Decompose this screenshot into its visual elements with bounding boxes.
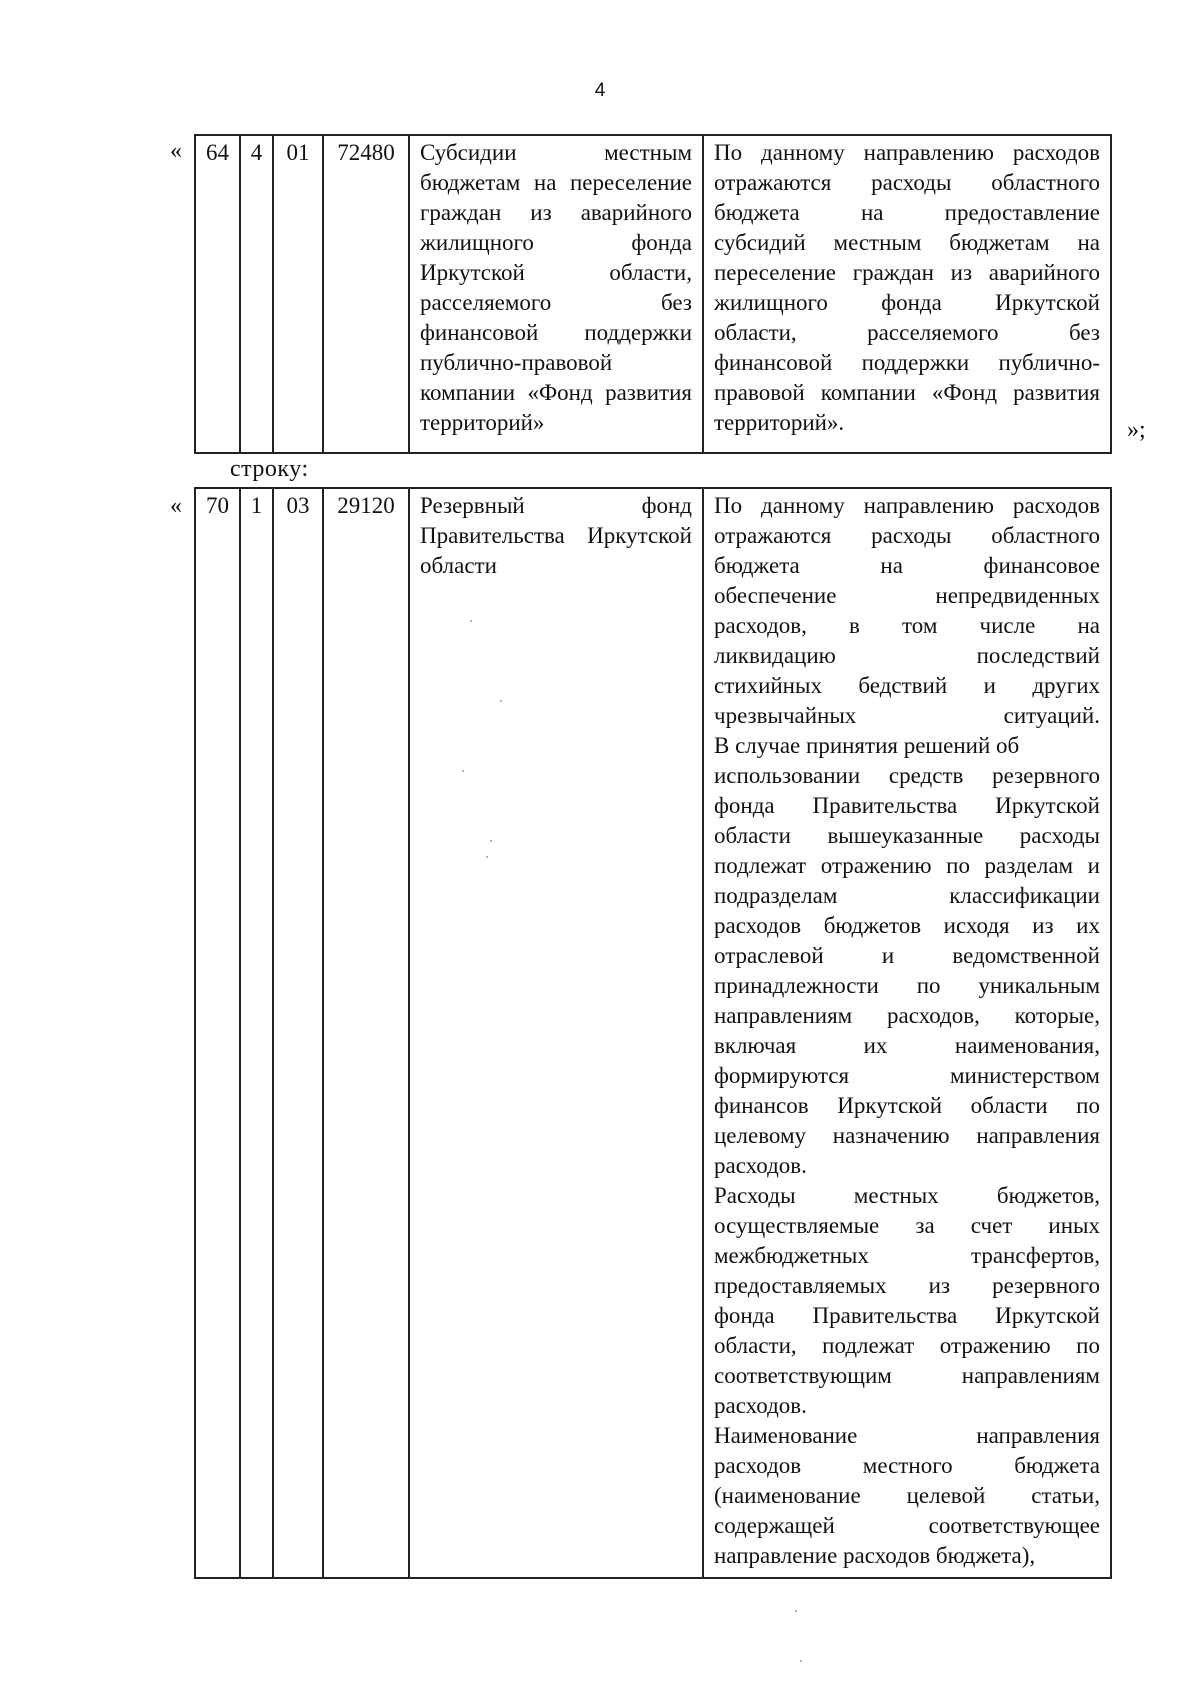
description-line: Наименование направления (714, 1423, 1100, 1448)
name-line: бюджетам на переселение (420, 170, 692, 195)
description-line: подлежат отражению по разделам и (714, 853, 1100, 878)
description-line: ликвидацию последствий (714, 643, 1100, 668)
description-line: использовании средств резервного (714, 763, 1100, 788)
description-line: бюджета на предоставление (714, 200, 1100, 225)
code-program-cell: 64 (195, 135, 240, 453)
description-line: расходов. (714, 1153, 807, 1178)
description-line: принадлежности по уникальным (714, 973, 1100, 998)
description-line: По данному направлению расходов (714, 493, 1100, 518)
description-line: отражаются расходы областного (714, 523, 1100, 548)
lead-text-stroku: строку: (230, 456, 309, 482)
description-line: области, расселяемого без (714, 320, 1100, 345)
close-quote: »; (1127, 417, 1146, 443)
description-line: правовой компании «Фонд развития (714, 380, 1100, 405)
direction-name-cell (409, 488, 703, 1578)
name-line: Правительства Иркутской (420, 523, 692, 548)
description-line: бюджета на финансовое (714, 553, 1100, 578)
code-program-cell: 70 (195, 488, 240, 1578)
description-line: Расходы местных бюджетов, (714, 1183, 1100, 1208)
description-line: финансовой поддержки публично- (714, 350, 1100, 375)
classification-table-2 (194, 487, 1112, 1579)
description-line: фонда Правительства Иркутской (714, 1303, 1100, 1328)
direction-description-cell (703, 488, 1111, 1578)
description-line: предоставляемых из резервного (714, 1273, 1100, 1298)
name-line: финансовой поддержки (420, 320, 692, 345)
description-line: осуществляемые за счет иных (714, 1213, 1100, 1238)
name-line: граждан из аварийного (420, 200, 692, 225)
direction-name-cell (409, 135, 703, 453)
description-line: обеспечение непредвиденных (714, 583, 1100, 608)
name-line: области (420, 553, 497, 578)
description-line: (наименование целевой статьи, (714, 1483, 1100, 1508)
code-subprogram-cell: 4 (240, 135, 273, 453)
open-quote-1: « (170, 138, 182, 164)
table-row (195, 135, 1111, 453)
code-main-event-cell: 03 (273, 488, 323, 1578)
description-line: расходов, в том числе на (714, 613, 1100, 638)
description-line: области, подлежат отражению по (714, 1333, 1100, 1358)
description-line: целевому назначению направления (714, 1123, 1100, 1148)
description-line: межбюджетных трансфертов, (714, 1243, 1100, 1268)
code-direction-cell: 29120 (323, 488, 409, 1578)
name-line: компании «Фонд развития (420, 380, 692, 405)
code-main-event-cell: 01 (273, 135, 323, 453)
description-line: подразделам классификации (714, 883, 1100, 908)
description-line: направлениям расходов, которые, (714, 1003, 1100, 1028)
description-line: территорий». (714, 410, 845, 435)
classification-table-1 (194, 134, 1112, 454)
name-line: жилищного фонда (420, 230, 692, 255)
description-line: чрезвычайных ситуаций. (714, 703, 1100, 728)
description-line: области вышеуказанные расходы (714, 823, 1100, 848)
name-line: Резервный фонд (420, 493, 692, 518)
description-line: субсидий местным бюджетам на (714, 230, 1100, 255)
code-subprogram-cell: 1 (240, 488, 273, 1578)
description-line: переселение граждан из аварийного (714, 260, 1100, 285)
page-number: 4 (594, 80, 606, 101)
direction-description-cell (703, 135, 1111, 453)
description-line: В случае принятия решений об (714, 733, 1020, 758)
description-line: расходов бюджетов исходя из их (714, 913, 1100, 938)
open-quote-2: « (170, 493, 182, 519)
name-line: территорий» (420, 410, 545, 435)
name-line: Субсидии местным (420, 140, 692, 165)
description-line: финансов Иркутской области по (714, 1093, 1100, 1118)
description-line: соответствующим направлениям (714, 1363, 1100, 1388)
description-line: отраслевой и ведомственной (714, 943, 1100, 968)
name-line: Иркутской области, (420, 260, 692, 285)
description-line: включая их наименования, (714, 1033, 1100, 1058)
code-direction-cell: 72480 (323, 135, 409, 453)
name-line: публично-правовой (420, 350, 613, 375)
description-line: формируются министерством (714, 1063, 1100, 1088)
description-line: отражаются расходы областного (714, 170, 1100, 195)
description-line: содержащей соответствующее (714, 1513, 1100, 1538)
description-line: фонда Правительства Иркутской (714, 793, 1100, 818)
description-line: стихийных бедствий и других (714, 673, 1100, 698)
name-line: расселяемого без (420, 290, 692, 315)
description-line: расходов. (714, 1393, 807, 1418)
description-line: расходов местного бюджета (714, 1453, 1100, 1478)
table-row (195, 488, 1111, 1578)
description-line: жилищного фонда Иркутской (714, 290, 1100, 315)
description-line: По данному направлению расходов (714, 140, 1100, 165)
description-line: направление расходов бюджета), (714, 1543, 1036, 1568)
